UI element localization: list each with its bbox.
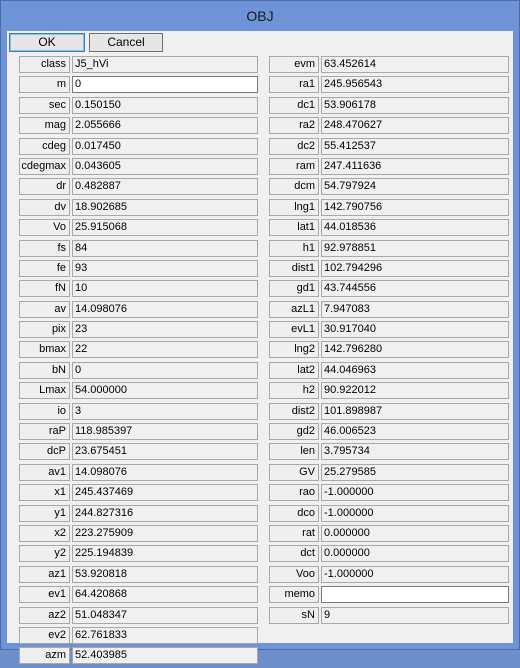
field-label-lat2: lat2 xyxy=(269,362,319,379)
field-label-rao: rao xyxy=(269,484,319,501)
field-value-m[interactable]: 0 xyxy=(72,76,258,93)
field-label-cdegmax: cdegmax xyxy=(19,158,70,175)
field-value-pix[interactable]: 23 xyxy=(72,321,258,338)
field-value-lng2[interactable]: 142.796280 xyxy=(321,341,509,358)
field-value-dist1[interactable]: 102.794296 xyxy=(321,260,509,277)
field-label-dct: dct xyxy=(269,545,319,562)
field-label-bn: bN xyxy=(19,362,70,379)
field-value-lng1[interactable]: 142.790756 xyxy=(321,199,509,216)
field-value-rao[interactable]: -1.000000 xyxy=(321,484,509,501)
field-label-evl1: evL1 xyxy=(269,321,319,338)
field-label-sn: sN xyxy=(269,607,319,624)
field-label-azl1: azL1 xyxy=(269,301,319,318)
field-label-gv: GV xyxy=(269,464,319,481)
field-label-io: io xyxy=(19,403,70,420)
field-value-gv[interactable]: 25.279585 xyxy=(321,464,509,481)
field-value-dcp[interactable]: 23.675451 xyxy=(72,443,258,460)
field-label-dcp: dcP xyxy=(19,443,70,460)
field-label-lng2: lng2 xyxy=(269,341,319,358)
field-label-dc1: dc1 xyxy=(269,97,319,114)
ok-button[interactable]: OK xyxy=(9,33,85,52)
field-value-ram[interactable]: 247.411636 xyxy=(321,158,509,175)
field-label-voo: Voo xyxy=(269,566,319,583)
field-value-lat1[interactable]: 44.018536 xyxy=(321,219,509,236)
field-label-bmax: bmax xyxy=(19,341,70,358)
field-value-h2[interactable]: 90.922012 xyxy=(321,382,509,399)
field-label-x1: x1 xyxy=(19,484,70,501)
field-label-y2: y2 xyxy=(19,545,70,562)
field-value-y1[interactable]: 244.827316 xyxy=(72,505,258,522)
field-value-dc2[interactable]: 55.412537 xyxy=(321,138,509,155)
field-value-dv[interactable]: 18.902685 xyxy=(72,199,258,216)
field-value-az2[interactable]: 51.048347 xyxy=(72,607,258,624)
field-value-dcm[interactable]: 54.797924 xyxy=(321,178,509,195)
field-label-lmax: Lmax xyxy=(19,382,70,399)
field-value-rat[interactable]: 0.000000 xyxy=(321,525,509,542)
field-value-sec[interactable]: 0.150150 xyxy=(72,97,258,114)
field-value-mag[interactable]: 2.055666 xyxy=(72,117,258,134)
field-label-len: len xyxy=(269,443,319,460)
field-value-bmax[interactable]: 22 xyxy=(72,341,258,358)
field-value-evm[interactable]: 63.452614 xyxy=(321,56,509,73)
field-label-rap: raP xyxy=(19,423,70,440)
cancel-button[interactable]: Cancel xyxy=(89,33,163,52)
field-value-az1[interactable]: 53.920818 xyxy=(72,566,258,583)
field-value-voo[interactable]: -1.000000 xyxy=(321,566,509,583)
field-label-gd2: gd2 xyxy=(269,423,319,440)
field-value-bn[interactable]: 0 xyxy=(72,362,258,379)
window-title: OBJ xyxy=(246,8,274,24)
field-label-m: m xyxy=(19,76,70,93)
field-value-lat2[interactable]: 44.046963 xyxy=(321,362,509,379)
field-label-az1: az1 xyxy=(19,566,70,583)
field-value-fs[interactable]: 84 xyxy=(72,240,258,257)
field-label-dc2: dc2 xyxy=(269,138,319,155)
field-label-sec: sec xyxy=(19,97,70,114)
field-label-h2: h2 xyxy=(269,382,319,399)
field-value-azm[interactable]: 52.403985 xyxy=(72,647,258,664)
field-label-av1: av1 xyxy=(19,464,70,481)
field-value-fn[interactable]: 10 xyxy=(72,280,258,297)
field-label-gd1: gd1 xyxy=(269,280,319,297)
field-label-lng1: lng1 xyxy=(269,199,319,216)
field-value-cdegmax[interactable]: 0.043605 xyxy=(72,158,258,175)
field-value-len[interactable]: 3.795734 xyxy=(321,443,509,460)
field-label-fe: fe xyxy=(19,260,70,277)
field-label-cdeg: cdeg xyxy=(19,138,70,155)
field-value-ev2[interactable]: 62.761833 xyxy=(72,627,258,644)
field-value-rap[interactable]: 118.985397 xyxy=(72,423,258,440)
field-label-dist1: dist1 xyxy=(269,260,319,277)
field-value-vo[interactable]: 25.915068 xyxy=(72,219,258,236)
field-label-ra1: ra1 xyxy=(269,76,319,93)
field-value-x2[interactable]: 223.275909 xyxy=(72,525,258,542)
field-label-y1: y1 xyxy=(19,505,70,522)
field-label-dcm: dcm xyxy=(269,178,319,195)
field-label-fs: fs xyxy=(19,240,70,257)
field-value-sn[interactable]: 9 xyxy=(321,607,509,624)
field-label-memo: memo xyxy=(269,586,319,603)
field-value-io[interactable]: 3 xyxy=(72,403,258,420)
field-label-h1: h1 xyxy=(269,240,319,257)
field-label-av: av xyxy=(19,301,70,318)
field-value-dr[interactable]: 0.482887 xyxy=(72,178,258,195)
field-label-ev1: ev1 xyxy=(19,586,70,603)
field-value-gd2[interactable]: 46.006523 xyxy=(321,423,509,440)
field-value-ra1[interactable]: 245.956543 xyxy=(321,76,509,93)
field-label-dv: dv xyxy=(19,199,70,216)
field-value-ra2[interactable]: 248.470627 xyxy=(321,117,509,134)
field-label-ra2: ra2 xyxy=(269,117,319,134)
field-value-x1[interactable]: 245.437469 xyxy=(72,484,258,501)
field-value-evl1[interactable]: 30.917040 xyxy=(321,321,509,338)
field-value-dct[interactable]: 0.000000 xyxy=(321,545,509,562)
field-label-dist2: dist2 xyxy=(269,403,319,420)
field-value-dc1[interactable]: 53.906178 xyxy=(321,97,509,114)
field-label-azm: azm xyxy=(19,647,70,664)
field-label-ram: ram xyxy=(269,158,319,175)
field-value-gd1[interactable]: 43.744556 xyxy=(321,280,509,297)
field-label-x2: x2 xyxy=(19,525,70,542)
field-value-av1[interactable]: 14.098076 xyxy=(72,464,258,481)
field-value-memo[interactable] xyxy=(321,586,509,603)
field-label-class: class xyxy=(19,56,70,73)
field-value-cdeg[interactable]: 0.017450 xyxy=(72,138,258,155)
field-value-azl1[interactable]: 7.947083 xyxy=(321,301,509,318)
field-label-az2: az2 xyxy=(19,607,70,624)
field-value-h1[interactable]: 92.978851 xyxy=(321,240,509,257)
field-label-dco: dco xyxy=(269,505,319,522)
dialog-client-area xyxy=(7,31,513,662)
field-label-pix: pix xyxy=(19,321,70,338)
field-label-lat1: lat1 xyxy=(269,219,319,236)
field-label-dr: dr xyxy=(19,178,70,195)
field-label-vo: Vo xyxy=(19,219,70,236)
field-value-class[interactable]: J5_hVi xyxy=(72,56,258,73)
field-value-dist2[interactable]: 101.898987 xyxy=(321,403,509,420)
field-value-fe[interactable]: 93 xyxy=(72,260,258,277)
field-label-ev2: ev2 xyxy=(19,627,70,644)
field-label-mag: mag xyxy=(19,117,70,134)
field-value-lmax[interactable]: 54.000000 xyxy=(72,382,258,399)
field-label-evm: evm xyxy=(269,56,319,73)
field-value-y2[interactable]: 225.194839 xyxy=(72,545,258,562)
field-value-ev1[interactable]: 64.420868 xyxy=(72,586,258,603)
field-value-av[interactable]: 14.098076 xyxy=(72,301,258,318)
field-value-dco[interactable]: -1.000000 xyxy=(321,505,509,522)
field-label-rat: rat xyxy=(269,525,319,542)
field-label-fn: fN xyxy=(19,280,70,297)
